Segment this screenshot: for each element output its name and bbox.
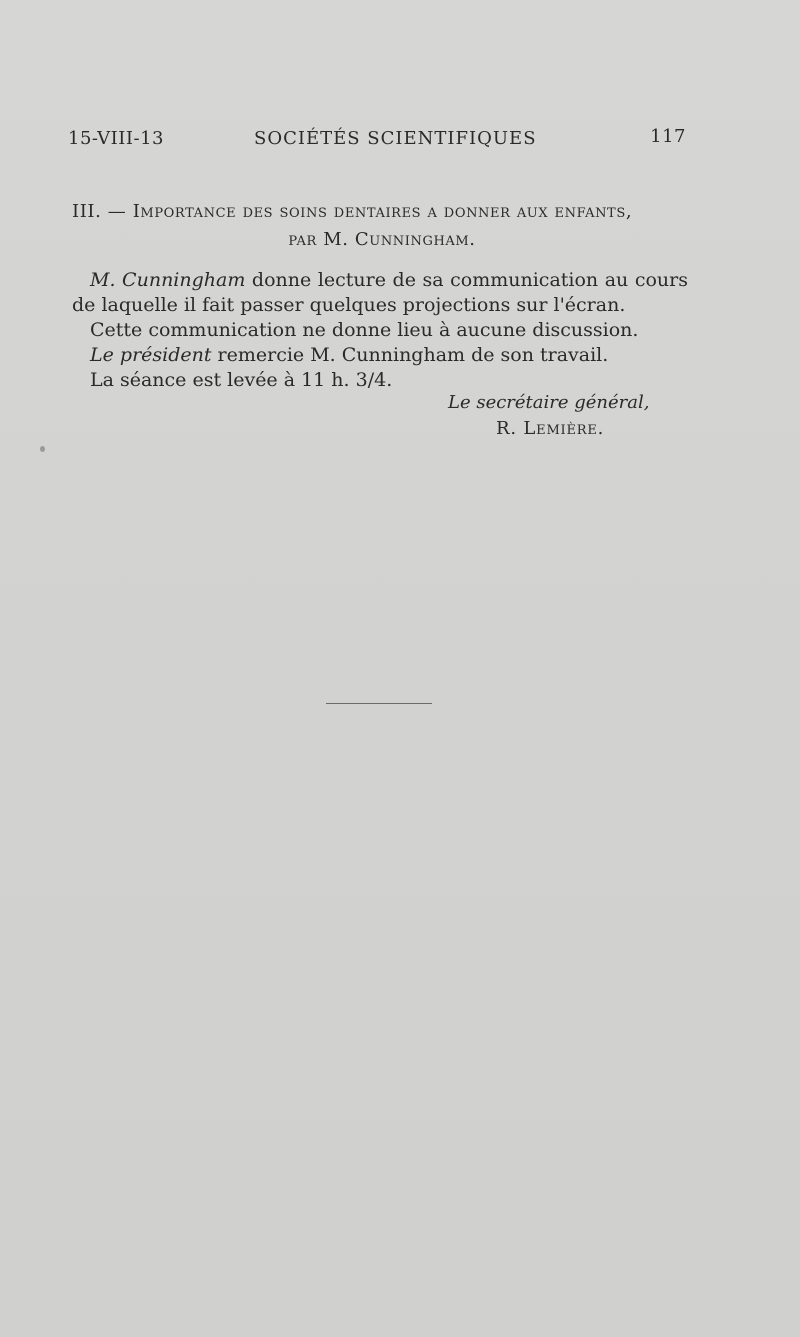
section-heading bbox=[72, 198, 692, 254]
signature-name: R. Lemière. bbox=[496, 418, 605, 439]
paper-speck bbox=[40, 446, 45, 452]
page-number: 117 bbox=[650, 126, 686, 147]
paragraph bbox=[72, 318, 688, 343]
paragraph-text: remercie M. Cunningham de son travail. bbox=[211, 344, 609, 366]
running-header bbox=[68, 124, 688, 154]
paragraph bbox=[72, 268, 688, 318]
signature-role: Le secrétaire général, bbox=[448, 392, 650, 413]
paragraph-text: Cette communication ne donne lieu à aucune discussion. bbox=[90, 319, 639, 341]
section-heading-line-1: III. — Importance des soins dentaires a donner aux enfants, bbox=[72, 201, 633, 222]
section-end-rule bbox=[326, 703, 432, 704]
paragraph-text: donne lecture de sa communication au cours de laquelle il fait passer quelques projections sur l'écran. bbox=[72, 269, 689, 316]
body-text bbox=[72, 268, 688, 393]
paragraph-italic-lead: M. Cunningham bbox=[90, 269, 246, 291]
paragraph-text: La séance est levée à 11 h. 3/4. bbox=[90, 369, 393, 391]
section-heading-line-2: par M. Cunningham. bbox=[288, 229, 476, 250]
header-date: 15-VIII-13 bbox=[68, 128, 164, 149]
signature-block bbox=[440, 390, 700, 442]
header-title: SOCIÉTÉS SCIENTIFIQUES bbox=[254, 128, 537, 149]
paragraph bbox=[72, 343, 688, 368]
paragraph-italic-lead: Le président bbox=[90, 344, 212, 366]
